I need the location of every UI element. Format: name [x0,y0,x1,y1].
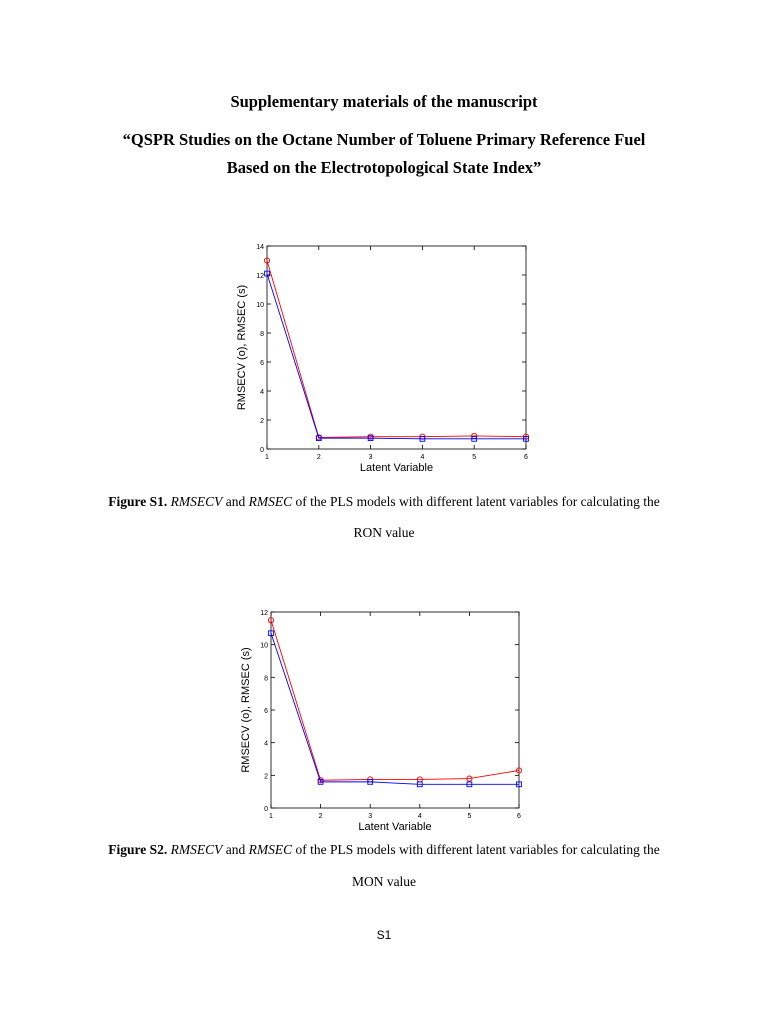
figure-s1-ytick-label: 0 [260,447,264,454]
figure-s1-x-axis-label: Latent Variable [359,462,434,474]
figure-s1-rmsec: RMSEC [248,494,293,509]
figure-s2-xtick-label: 1 [269,813,273,820]
figure-s1-series-2-line [267,274,526,439]
figure-s1-ytick-label: 12 [256,273,264,280]
figure-s2-caption [0,842,768,858]
figure-s1-xtick-label: 6 [524,454,528,461]
page-title: Supplementary materials of the manuscript [230,92,538,111]
figure-s1-caption [0,494,768,510]
figure-s1-xtick-label: 2 [316,454,321,461]
figure-s2-ytick-label: 4 [264,740,268,748]
figure-s1-ytick-label: 4 [260,389,264,396]
page-number: S1 [376,928,392,942]
figure-s2-label: Figure S2. [108,842,168,857]
figure-s2-ytick-label: 8 [264,675,268,683]
figure-s1-rmsecv: RMSECV [170,494,223,509]
figure-s1-y-axis-label: RMSECV (o), RMSEC (s) [236,284,248,411]
figure-s1-ytick-label: 14 [256,244,264,251]
figure-s1-xtick-label: 3 [368,454,373,461]
figure-s1-plot-frame [267,246,526,449]
figure-s1-and: and [222,494,249,509]
figure-s1-xtick-label: 4 [420,454,425,461]
figure-s2-xtick-label: 2 [318,813,323,820]
figure-s2-xtick-label: 6 [517,813,521,820]
figure-s2-series-2-line [271,633,519,784]
manuscript-title-line-2: Based on the Electrotopological State Index” [226,158,542,177]
figure-s2-xtick-label: 3 [368,813,373,820]
figure-s1-caption-rest: of the PLS models with different latent variables for calculating the [292,494,660,509]
figure-s2-y-axis-label: RMSECV (o), RMSEC (s) [240,647,252,773]
figure-s2-caption-rest: of the PLS models with different latent variables for calculating the [292,842,660,857]
figure-s2-rmsecv: RMSECV [170,842,223,857]
figure-s2-rmsec: RMSEC [248,842,293,857]
figure-s1-label: Figure S1. [108,494,168,509]
figure-s2-caption-line2: MON value [351,874,417,889]
figure-s2-ytick-label: 12 [260,610,268,617]
figure-s1-ytick-label: 8 [260,331,264,338]
figure-s1-ytick-label: 10 [256,302,264,309]
figure-s2-ytick-label: 10 [260,642,268,650]
figure-s1-ytick-label: 2 [260,418,264,425]
figure-s2-ytick-label: 6 [264,708,268,715]
figure-s2-xtick-label: 4 [417,813,422,820]
figure-s2-series-1-line [271,620,519,780]
manuscript-title [0,126,768,182]
manuscript-title-line-1: “QSPR Studies on the Octane Number of Toluene Primary Reference Fuel [122,130,646,149]
figure-s2-ytick-label: 0 [264,806,268,813]
figure-s1-chart [232,236,532,486]
figure-s1-ytick-label: 6 [260,360,264,367]
figure-s2-plot-frame [271,612,519,808]
figure-s2-and: and [222,842,249,857]
figure-s2-x-axis-label: Latent Variable [358,821,432,833]
figure-s2-ytick-label: 2 [264,773,268,781]
figure-s1-series-1-line [267,261,526,438]
figure-s1-xtick-label: 5 [472,454,477,461]
figure-s1-xtick-label: 1 [265,454,269,461]
figure-s2-xtick-label: 5 [467,813,472,820]
figure-s1-caption-line2: RON value [353,525,415,540]
figure-s2-chart [232,602,532,842]
